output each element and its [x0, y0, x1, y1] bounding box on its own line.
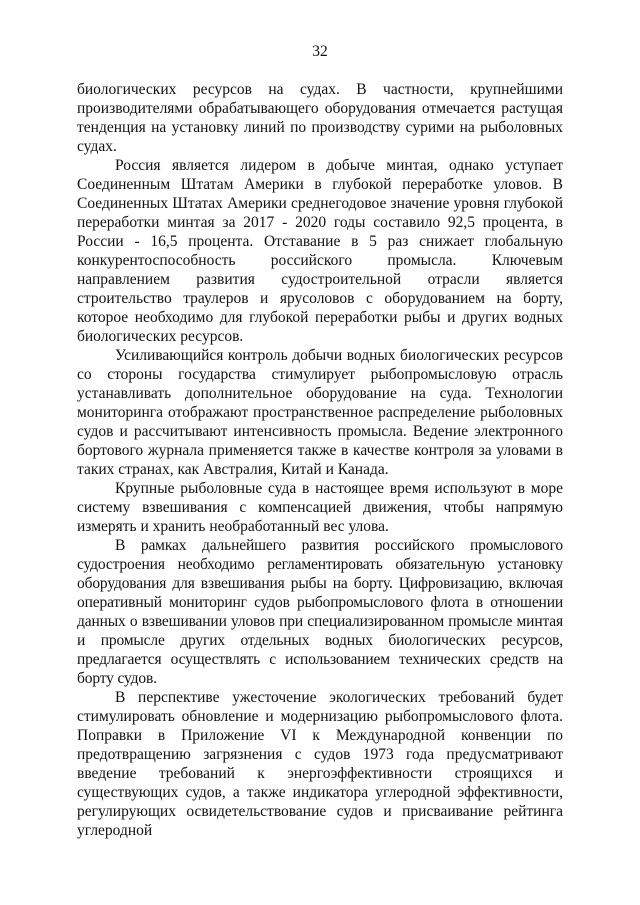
paragraph-2: Россия является лидером в добыче минтая, однако уступает Соединенным Штатам Америки в глубокой переработке уловов. В Соединенных Штатах Америки среднегодовое значение уровня глубокой переработки минтая за 2017 - 2020 годы составило 92,5 процента, в России - 16,5 процента. Отставание в 5 раз снижает глобальную конкурентоспособность российского промысла. Ключевым направлением развития судостроительной отрасли является строительство траулеров и ярусоловов с оборудованием на борту, которое необходимо для глубокой переработки рыбы и других водных биологических ресурсов. — [77, 157, 563, 345]
body-text — [77, 80, 563, 840]
paragraph-6: В перспективе ужесточение экологических требований будет стимулировать обновление и модернизацию рыбопромыслового флота. Поправки в Приложение VI к Международной конвенции по предотвращению загрязнения с судов 1973 года предусматривают введение требований к энергоэффективности строящихся и существующих судов, а также индикатора углеродной эффективности, регулирующих освидетельствование судов и присваивание рейтинга углеродной — [77, 689, 563, 839]
paragraph-4: Крупные рыболовные суда в настоящее время используют в море систему взвешивания с компенсацией движения, чтобы напрямую измерять и хранить необработанный вес улова. — [77, 480, 563, 535]
paragraph-1: биологических ресурсов на судах. В частности, крупнейшими производителями обрабатывающего оборудования отмечается растущая тенденция на установку линий по производству сурими на рыболовных судах. — [77, 81, 563, 155]
paragraph-5: В рамках дальнейшего развития российского промыслового судостроения необходимо регламентировать обязательную установку оборудования для взвешивания рыбы на борту. Цифровизацию, включая оперативный мониторинг судов рыбопромыслового флота в отношении данных о взвешивании уловов при специализированном промысле минтая и промысле других отдельных водных биологических ресурсов, предлагается осуществлять с использованием технических средств на борту судов. — [77, 537, 563, 687]
paragraph-3: Усиливающийся контроль добычи водных биологических ресурсов со стороны государства стимулирует рыбопромысловую отрасль устанавливать дополнительное оборудование на суда. Технологии мониторинга отображают пространственное распределение рыболовных судов и рассчитывают интенсивность промысла. Ведение электронного бортового журнала применяется также в качестве контроля за уловами в таких странах, как Австралия, Китай и Канада. — [77, 347, 563, 478]
page-number: 32 — [312, 43, 328, 60]
